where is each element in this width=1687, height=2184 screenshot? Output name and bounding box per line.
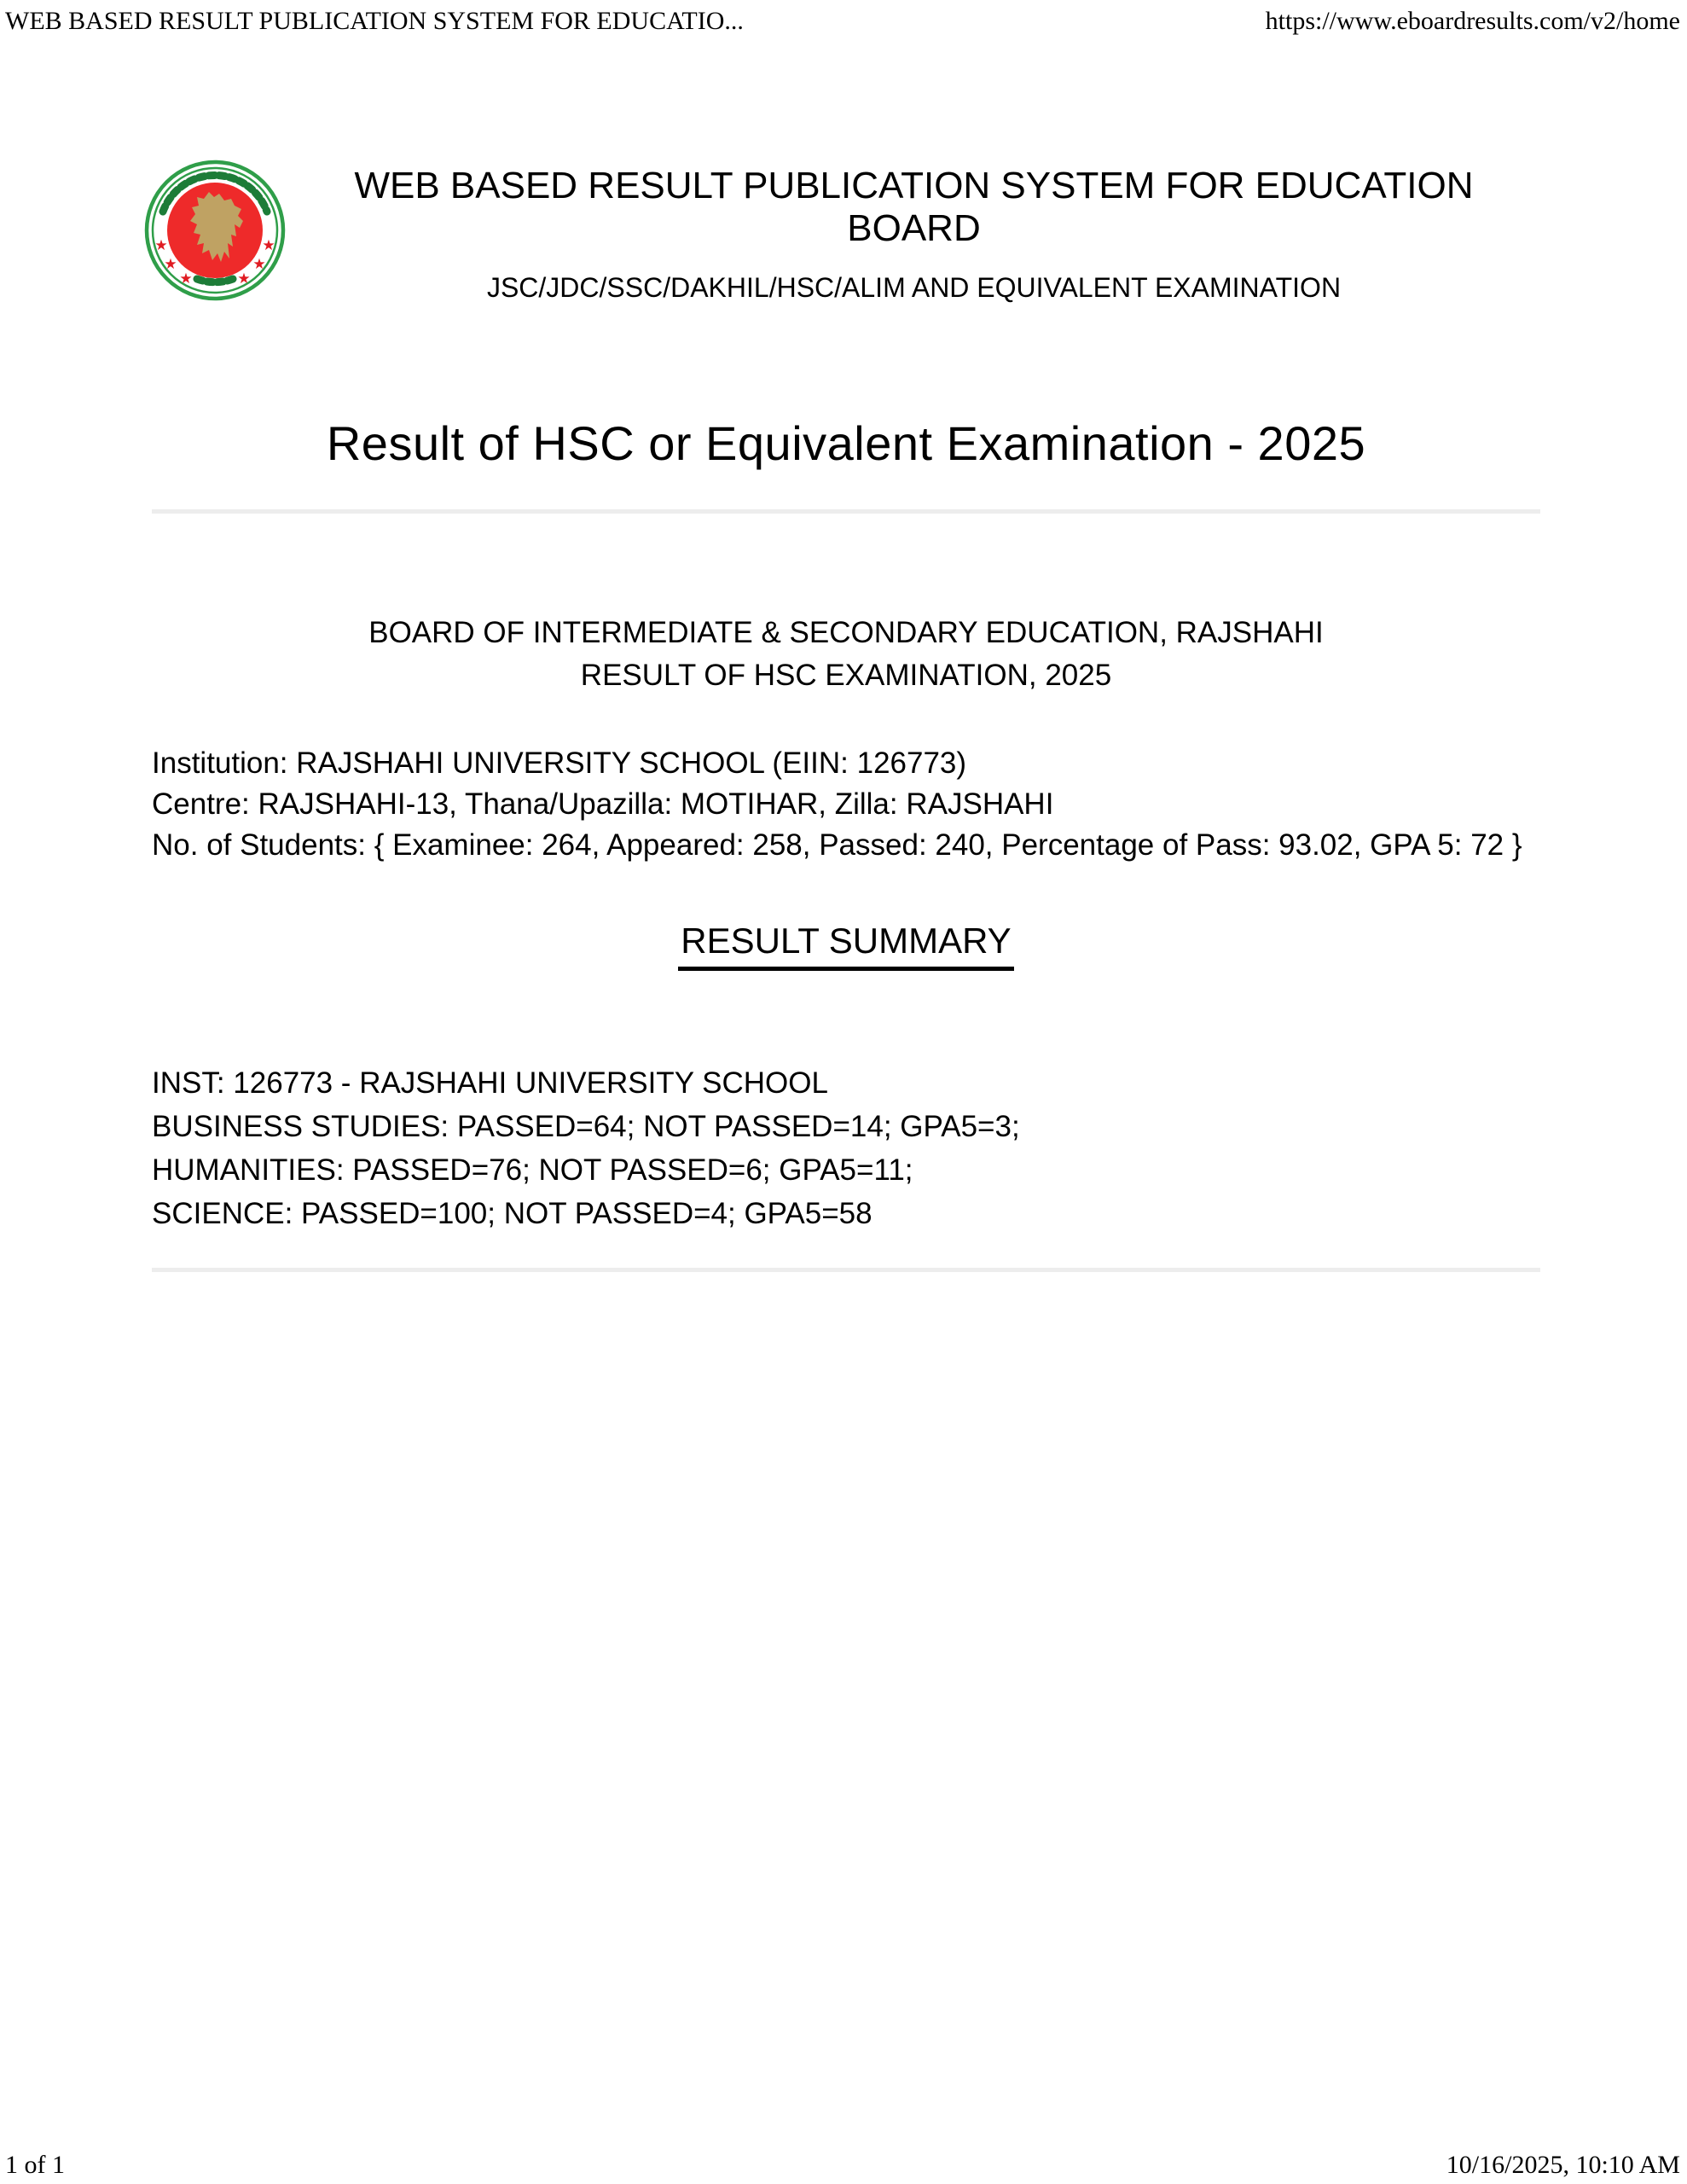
svg-text:★: ★ (252, 256, 266, 273)
institution-line: Institution: RAJSHAHI UNIVERSITY SCHOOL (EIIN: 126773) (152, 746, 967, 780)
bangladesh-government-emblem-icon (142, 158, 287, 303)
svg-text:★: ★ (154, 237, 168, 254)
svg-text:★: ★ (179, 270, 193, 288)
browser-print-footer (5, 2151, 1680, 2179)
summary-line-business-studies: BUSINESS STUDIES: PASSED=64; NOT PASSED=14; GPA5=3; (152, 1109, 1020, 1143)
students-stats-line: No. of Students: { Examinee: 264, Appeared: 258, Passed: 240, Percentage of Pass: 93.02, GPA 5: 72 } (152, 828, 1522, 862)
board-name: BOARD OF INTERMEDIATE & SECONDARY EDUCATION, RAJSHAHI (368, 615, 1324, 649)
centre-line: Centre: RAJSHAHI-13, Thana/Upazilla: MOTIHAR, Zilla: RAJSHAHI (152, 787, 1054, 821)
page-title: Result of HSC or Equivalent Examination - 2025 (326, 416, 1366, 470)
print-timestamp: 10/16/2025, 10:10 AM (1446, 2151, 1680, 2179)
result-summary-heading (152, 921, 1540, 971)
summary-line-science: SCIENCE: PASSED=100; NOT PASSED=4; GPA5=58 (152, 1196, 872, 1230)
board-heading (152, 612, 1540, 697)
exam-name: RESULT OF HSC EXAMINATION, 2025 (580, 658, 1112, 692)
summary-line-institution: INST: 126773 - RAJSHAHI UNIVERSITY SCHOOL (152, 1066, 828, 1100)
site-header (152, 158, 1540, 304)
divider-top (152, 509, 1540, 514)
print-header-url: https://www.eboardresults.com/v2/home (1265, 7, 1680, 35)
institution-info (152, 743, 1540, 866)
svg-text:★: ★ (164, 256, 177, 273)
summary-line-humanities: HUMANITIES: PASSED=76; NOT PASSED=6; GPA5=11; (152, 1153, 913, 1187)
site-subtitle: JSC/JDC/SSC/DAKHIL/HSC/ALIM AND EQUIVALENT EXAMINATION (486, 272, 1342, 303)
site-title: WEB BASED RESULT PUBLICATION SYSTEM FOR EDUCATION BOARD (354, 165, 1474, 249)
page-number: 1 of 1 (5, 2151, 65, 2179)
site-header-text (287, 158, 1540, 304)
print-header-document-title: WEB BASED RESULT PUBLICATION SYSTEM FOR EDUCATIO... (5, 7, 744, 35)
svg-text:★: ★ (237, 270, 251, 288)
result-summary (152, 1061, 1540, 1235)
result-summary-heading-text: RESULT SUMMARY (678, 921, 1013, 971)
svg-text:★: ★ (262, 237, 275, 254)
divider-bottom (152, 1268, 1540, 1272)
page-content (152, 0, 1540, 1272)
